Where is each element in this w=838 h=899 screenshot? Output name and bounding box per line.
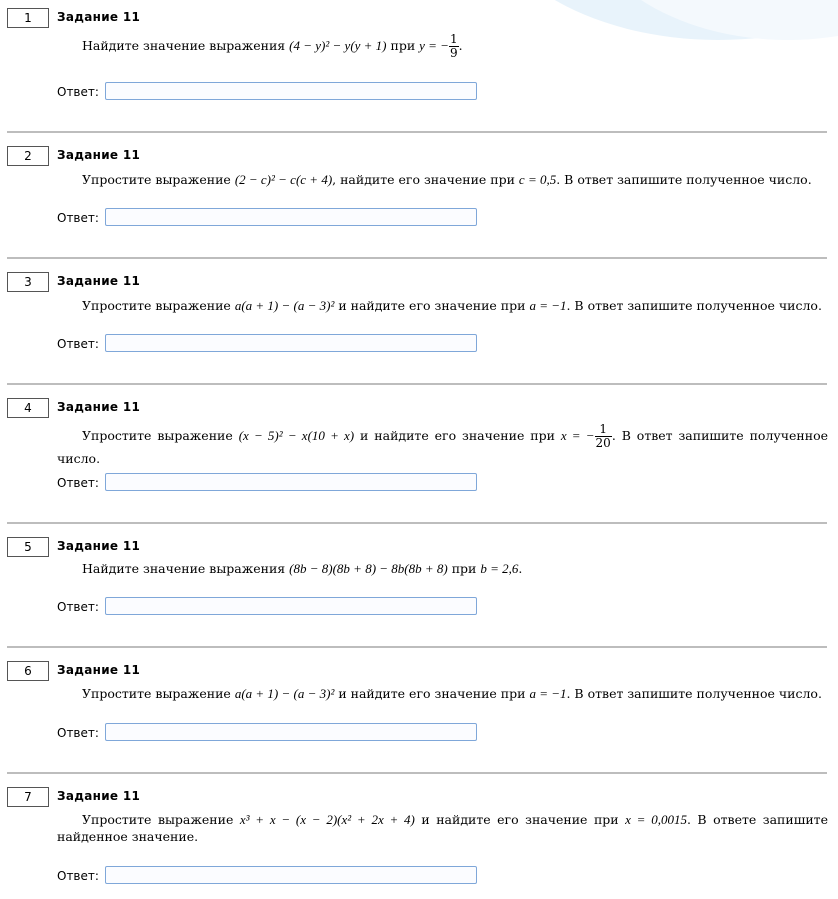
- task-problem-text: [57, 423, 828, 467]
- answer-input[interactable]: [105, 723, 477, 741]
- problem-expression: (2 − c)² − c(c + 4): [234, 172, 333, 187]
- answer-label: Ответ:: [57, 869, 99, 883]
- task-number-box: 4: [7, 398, 49, 418]
- problem-outro: .: [458, 38, 463, 53]
- answer-label: Ответ:: [57, 476, 99, 490]
- task-number-box: 2: [7, 146, 49, 166]
- fraction-denominator: 20: [595, 436, 611, 450]
- problem-expression: a(a + 1) − (a − 3)²: [234, 298, 335, 313]
- answer-label: Ответ:: [57, 726, 99, 740]
- answer-label: Ответ:: [57, 85, 99, 99]
- problem-condition: a = −1: [529, 686, 567, 701]
- problem-intro: Найдите значение выражения: [82, 561, 286, 576]
- problem-expression: (x − 5)² − x(10 + x): [238, 428, 355, 443]
- task-number-box: 6: [7, 661, 49, 681]
- problem-expression: x³ + x − (x − 2)(x² + 2x + 4): [239, 812, 415, 827]
- task-number-box: 3: [7, 272, 49, 292]
- problem-intro: Упростите выражение: [82, 812, 234, 827]
- problem-expression: (8b − 8)(8b + 8) − 8b(8b + 8): [289, 561, 448, 576]
- problem-condition: a = −1: [529, 298, 567, 313]
- task-problem-text: [57, 811, 828, 845]
- task-title: Задание 11: [57, 10, 141, 24]
- answer-input[interactable]: [105, 208, 477, 226]
- task-divider: [7, 383, 827, 385]
- answer-input[interactable]: [105, 334, 477, 352]
- problem-fraction: [449, 33, 459, 60]
- problem-condition: y = −: [419, 38, 449, 53]
- problem-outro: . В ответ запишите полученное число.: [57, 428, 828, 466]
- task-divider: [7, 646, 827, 648]
- problem-mid: , найдите его значение при: [332, 172, 519, 187]
- task-title: Задание 11: [57, 789, 141, 803]
- task-title: Задание 11: [57, 400, 141, 414]
- problem-outro: .: [518, 561, 523, 576]
- task-problem-text: [57, 171, 828, 188]
- answer-label: Ответ:: [57, 211, 99, 225]
- task-divider: [7, 131, 827, 133]
- answer-label: Ответ:: [57, 600, 99, 614]
- task-title: Задание 11: [57, 148, 141, 162]
- answer-input[interactable]: [105, 82, 477, 100]
- task-divider: [7, 257, 827, 259]
- task-title: Задание 11: [57, 663, 141, 677]
- problem-condition: c = 0,5: [518, 172, 557, 187]
- answer-input[interactable]: [105, 597, 477, 615]
- problem-intro: Найдите значение выражения: [82, 38, 286, 53]
- problem-outro: . В ответ запишите полученное число.: [556, 172, 812, 187]
- problem-fraction: [595, 423, 612, 450]
- problem-outro: . В ответ запишите полученное число.: [566, 298, 822, 313]
- task-problem-text: [57, 685, 828, 702]
- task-problem-text: [57, 297, 828, 314]
- problem-intro: Упростите выражение: [82, 428, 233, 443]
- task-problem-text: [57, 560, 828, 577]
- problem-outro: . В ответ запишите полученное число.: [566, 686, 822, 701]
- problem-condition: b = 2,6: [480, 561, 519, 576]
- task-title: Задание 11: [57, 539, 141, 553]
- problem-mid: и найдите его значение при: [354, 428, 561, 443]
- fraction-numerator: 1: [595, 423, 612, 437]
- task-number-box: 7: [7, 787, 49, 807]
- problem-intro: Упростите выражение: [82, 298, 231, 313]
- task-divider: [7, 522, 827, 524]
- problem-expression: a(a + 1) − (a − 3)²: [234, 686, 335, 701]
- problem-intro: Упростите выражение: [82, 172, 231, 187]
- problem-expression: (4 − y)² − y(y + 1): [289, 38, 387, 53]
- problem-condition: x = 0,0015: [625, 812, 687, 827]
- task-divider: [7, 772, 827, 774]
- problem-mid: при: [386, 38, 420, 53]
- task-problem-text: [57, 33, 828, 60]
- problem-outro: . В ответе запишите найденное значение.: [57, 812, 828, 844]
- task-number-box: 1: [7, 8, 49, 28]
- problem-intro: Упростите выражение: [82, 686, 231, 701]
- task-number-box: 5: [7, 537, 49, 557]
- answer-input[interactable]: [105, 866, 477, 884]
- fraction-denominator: 9: [449, 46, 458, 60]
- problem-condition: x = −: [560, 428, 595, 443]
- answer-label: Ответ:: [57, 337, 99, 351]
- problem-mid: и найдите его значение при: [334, 686, 530, 701]
- answer-input[interactable]: [105, 473, 477, 491]
- fraction-numerator: 1: [449, 32, 458, 46]
- problem-mid: и найдите его значение при: [334, 298, 530, 313]
- problem-mid: и найдите его значение при: [414, 812, 626, 827]
- task-title: Задание 11: [57, 274, 141, 288]
- problem-mid: при: [447, 561, 481, 576]
